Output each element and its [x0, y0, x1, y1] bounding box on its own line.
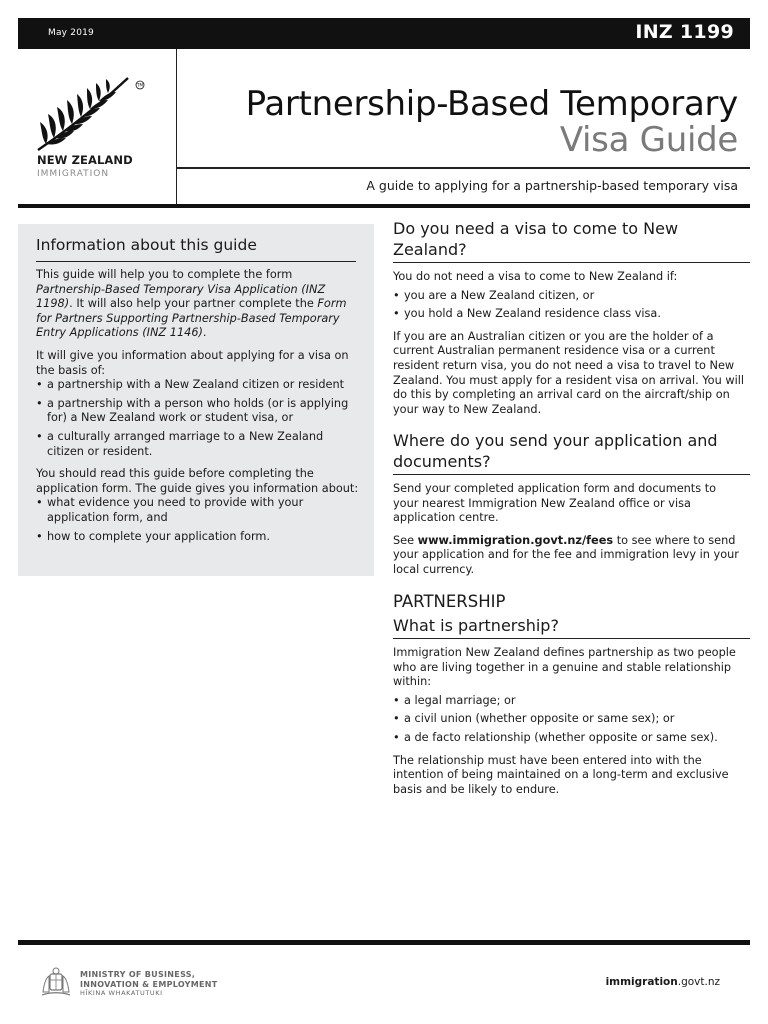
page-title-line1: Partnership-Based Temporary [245, 84, 738, 124]
silver-fern-icon [36, 76, 132, 152]
section-heading: Do you need a visa to come to New Zealand? [393, 219, 679, 259]
footer-website[interactable]: immigration.govt.nz [605, 976, 720, 988]
send-documents-section [393, 430, 745, 578]
partnership-section [393, 591, 745, 797]
header-thick-rule [18, 204, 750, 208]
svg-text:TM: TM [137, 82, 143, 88]
list-item: • a culturally arranged marriage to a New Zealand citizen or resident. [36, 430, 361, 459]
info-box [18, 224, 374, 576]
list-item: • you are a New Zealand citizen, or [393, 289, 745, 304]
footer-rule [18, 940, 750, 945]
section-body: The relationship must have been entered into with the intention of being maintained on a long-term and exclusive basis and be likely to endure. [393, 753, 729, 796]
nz-immigration-logo [18, 49, 176, 204]
section-body: If you are an Australian citizen or you are the holder of a current Australian permanent residence visa or a current resident return visa, you do not need a visa to travel to New Zealand. You must apply for a resident visa on arrival. You will do this by completing an arrival card on the aircraft/ship on your way to New Zealand. [393, 329, 744, 416]
top-bar [18, 18, 750, 49]
list-item: • you hold a New Zealand residence class visa. [393, 307, 745, 322]
issue-date: May 2019 [48, 28, 94, 38]
fees-link[interactable]: www.immigration.govt.nz/fees [417, 533, 614, 547]
title-rule [177, 167, 750, 169]
logo-name: NEW ZEALAND [37, 153, 133, 167]
ministry-logo-text: MINISTRY OF BUSINESS, INNOVATION & EMPLOYMENT HĪKINA WHAKATUTUKI [80, 970, 218, 997]
form-code: INZ 1199 [635, 21, 734, 43]
coat-of-arms-icon [38, 966, 74, 1000]
section-paragraph: Send your completed application form and documents to your nearest Immigration New Zealand office or visa application centre. [393, 482, 717, 525]
section-intro: Immigration New Zealand defines partnership as two people who are living together in a genuine and stable relationship within: [393, 646, 736, 689]
list-item: • a partnership with a New Zealand citizen or resident [36, 378, 361, 393]
list-item: • a de facto relationship (whether opposite or same sex). [393, 731, 745, 746]
header-divider [176, 49, 177, 204]
visa-need-section [393, 218, 745, 417]
list-item: • how to complete your application form. [36, 530, 361, 545]
section-paragraph: See www.immigration.govt.nz/fees to see where to send your application and for the fee and immigration levy in your local currency. [393, 533, 739, 576]
logo-subname: IMMIGRATION [37, 169, 110, 179]
info-paragraph-2: It will give you information about applying for a visa on the basis of: [36, 348, 349, 377]
form-name-inz1146: Form for Partners Supporting Partnership-Based Temporary Entry Applications (INZ 1146) [36, 297, 347, 340]
page-title-line2: Visa Guide [559, 120, 738, 160]
info-box-body [36, 268, 361, 544]
list-item: • a partnership with a person who holds (or is applying for) a New Zealand work or student visa, or [36, 397, 361, 426]
list-item: • a civil union (whether opposite or same sex); or [393, 712, 745, 727]
section-intro: You do not need a visa to come to New Zealand if: [393, 270, 678, 283]
info-box-heading: Information about this guide [36, 236, 257, 254]
list-item: • a legal marriage; or [393, 694, 745, 709]
list-item: • what evidence you need to provide with your application form, and [36, 496, 361, 525]
form-name-inz1198: Partnership-Based Temporary Visa Application (INZ 1198) [36, 282, 326, 311]
page-subtitle: A guide to applying for a partnership-based temporary visa [366, 178, 738, 193]
section-title: PARTNERSHIP [393, 592, 506, 611]
trademark-icon [135, 80, 145, 90]
info-box-rule [36, 261, 356, 262]
info-paragraph-1: This guide will help you to complete the form Partnership-Based Temporary Visa Application (INZ 1198). It will also help your partner complete the Form for Partners Supporting Partnership-Based Temporary Entry Applications (INZ 1146). [36, 268, 347, 340]
section-heading: Where do you send your application and documents? [393, 431, 718, 471]
section-heading: What is partnership? [393, 616, 559, 635]
info-paragraph-3: You should read this guide before completing the application form. The guide gives you information about: [36, 467, 359, 495]
